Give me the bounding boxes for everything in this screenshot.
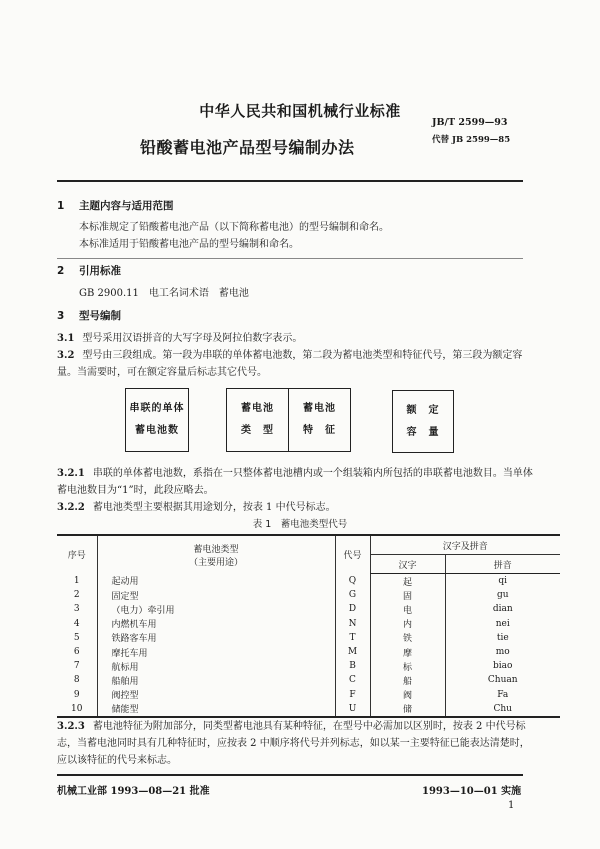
section-number: 2 [57,265,65,277]
cell-code: N [335,617,370,631]
cell-pinyin: Chu [445,702,560,717]
clause-id: 3.2.3 [57,721,85,732]
cell-code: F [335,688,370,702]
section-2-heading [57,263,121,278]
cell-type: （电力）牵引用 [97,602,335,616]
diagram-cell-type [227,389,288,451]
clause-3-2 [57,347,537,381]
cell-pinyin: nei [445,617,560,631]
cell-type: 阀控型 [97,688,335,702]
table-row [57,702,560,717]
box-label: 蓄电池 [303,403,336,414]
cell-seq: 5 [73,632,80,643]
cell-code: B [335,659,370,673]
section-number: 3 [57,310,65,322]
approval-date: 机械工业部 1993—08—21 批准 [57,786,210,797]
table-row [57,617,560,631]
clause-id: 3.2.2 [57,502,85,513]
header-rule [57,180,523,182]
cell-pinyin: dian [445,602,560,616]
cell-hanzi: 起 [370,574,445,589]
section-1-para-1: 本标准规定了铅酸蓄电池产品（以下简称蓄电池）的型号编制和命名。 [79,222,389,233]
cell-pinyin: tie [445,631,560,645]
header-code: 代号 [335,535,370,574]
cell-type: 固定型 [97,588,335,602]
document-title: 铅酸蓄电池产品型号编制办法 [140,138,355,157]
cell-type: 船舶用 [97,673,335,687]
header-seq: 序号 [57,535,97,574]
cell-hanzi: 船 [370,673,445,687]
section-number: 1 [57,200,65,212]
clause-3-2-1 [57,465,537,499]
table-row [57,631,560,645]
cell-code: D [335,602,370,616]
implementation-date: 1993—10—01 实施 [422,786,522,797]
page-number: 1 [508,800,515,811]
section-divider [57,258,523,259]
section-title: 型号编制 [79,310,121,322]
clause-text: 型号由三段组成。第一段为串联的单体蓄电池数，第二段为蓄电池类型和特征代号，第三段为额定容量。当需要时，可在额定容量后标志其它代号。 [57,350,523,378]
table-caption: 表 1 蓄电池类型代号 [252,519,348,530]
clause-text: 串联的单体蓄电池数，系指在一只整体蓄电池槽内或一个组装箱内所包括的串联蓄电池数目。当单体蓄电池数目为“1”时，此段应略去。 [57,468,533,496]
clause-3-2-2 [57,499,537,516]
cell-seq: 9 [73,689,80,700]
box-label: 容 量 [406,426,440,438]
diagram-box-cell-count [125,388,189,452]
cell-hanzi: 摩 [370,645,445,659]
box-label: 特 征 [303,425,336,436]
cell-pinyin: Fa [445,688,560,702]
cell-hanzi: 固 [370,588,445,602]
cell-type: 储能型 [97,702,335,717]
cell-code: T [335,631,370,645]
cell-type: 起动用 [97,574,335,589]
cell-pinyin: gu [445,588,560,602]
cell-seq: 1 [73,575,80,586]
section-1-para-2: 本标准适用于铅酸蓄电池产品的型号编制和命名。 [79,239,299,250]
header-type-line1: 蓄电池类型 [193,544,239,555]
clause-id: 3.1 [57,333,75,344]
cell-seq: 2 [73,590,80,601]
clause-id: 3.2 [57,350,75,361]
box-label: 蓄电池数 [135,425,179,436]
cell-hanzi: 内 [370,617,445,631]
table-row [57,673,560,687]
clause-text: 型号采用汉语拼音的大写字母及阿拉伯数字表示。 [82,333,303,344]
cell-seq: 7 [73,661,80,672]
cell-type: 航标用 [97,659,335,673]
cell-pinyin: qi [445,574,560,589]
standard-number: JB/T 2599—93 [432,117,508,128]
cell-seq: 4 [73,618,80,629]
cell-seq: 10 [57,702,97,717]
cell-seq: 6 [73,647,80,658]
clause-3-1 [57,330,527,347]
section-title: 引用标准 [79,265,121,277]
cell-type: 内燃机车用 [97,617,335,631]
cell-hanzi: 阀 [370,688,445,702]
cell-hanzi: 电 [370,602,445,616]
cell-code: C [335,673,370,687]
box-label: 类 型 [241,425,274,436]
cell-code: M [335,645,370,659]
header-pinyin: 拼音 [445,555,560,574]
footer-rule [57,774,523,776]
header-type-line2: （主要用途） [188,557,243,568]
box-label: 蓄电池 [241,403,274,414]
box-label: 串联的单体 [129,403,185,414]
cell-type: 铁路客车用 [97,631,335,645]
cell-pinyin: Chuan [445,673,560,687]
org-title: 中华人民共和国机械行业标准 [199,102,401,120]
section-1-heading [57,198,174,213]
diagram-cell-feature [288,389,350,451]
table-row [57,588,560,602]
cell-seq: 8 [73,675,80,686]
header-hanzi-pinyin-group: 汉字及拼音 [370,535,560,555]
section-title: 主题内容与适用范围 [79,200,174,212]
table-row [57,602,560,616]
clause-text: 蓄电池特征为附加部分，同类型蓄电池具有某种特征，在型号中必需加以区别时，按表 2 中代号标志，当蓄电池同时具有几种特征时，应按表 2 中顺序将代号并列标志，如以某一主要特征已能表达清楚时，应以该特征的代号来标志。 [57,721,530,766]
cell-hanzi: 铁 [370,631,445,645]
replaces-standard: 代替 JB 2599—85 [432,135,511,145]
cell-hanzi: 标 [370,659,445,673]
cell-seq: 3 [73,604,80,615]
header-type [97,535,335,574]
cell-type: 摩托车用 [97,645,335,659]
clause-text: 蓄电池类型主要根据其用途划分，按表 1 中代号标志。 [92,502,336,513]
clause-id: 3.2.1 [57,468,85,479]
diagram-box-rated-capacity [392,390,454,453]
box-label: 额 定 [406,404,440,416]
table-row [57,659,560,673]
cell-code: U [335,702,370,717]
diagram-box-type-feature [226,388,351,452]
table-row [57,645,560,659]
clause-3-2-3 [57,718,537,769]
referenced-standard: GB 2900.11 电工名词术语 蓄电池 [79,288,249,299]
table-row [57,574,560,589]
cell-code: G [335,588,370,602]
cell-code: Q [335,574,370,589]
header-hanzi: 汉字 [370,555,445,574]
cell-pinyin: biao [445,659,560,673]
section-3-heading [57,308,121,323]
cell-hanzi: 储 [370,702,445,717]
cell-pinyin: mo [445,645,560,659]
table-row [57,688,560,702]
battery-type-code-table [57,534,560,718]
